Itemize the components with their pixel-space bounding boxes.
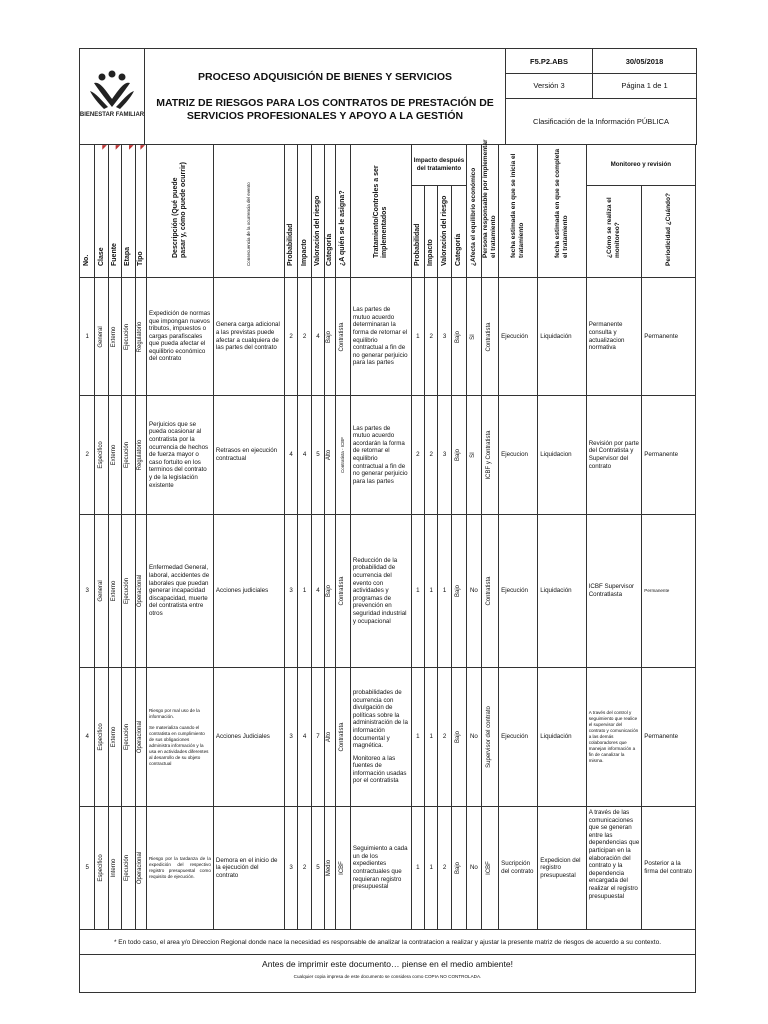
cell-text: Tipo: [136, 251, 144, 267]
cell-text: Probabilidad: [414, 224, 422, 267]
cell-text: Regulatorio: [136, 321, 143, 352]
row-fuente: [108, 807, 121, 930]
row-asigna: [336, 278, 350, 396]
row-fecha-fin: Liquidación: [538, 668, 586, 807]
col-fecha-fin: [538, 145, 586, 278]
cell-text: Bajo: [455, 330, 462, 343]
row-tipo: [135, 807, 146, 930]
row-prob: 2: [284, 278, 297, 396]
footer-note-table: [79, 929, 696, 955]
row-imp2: 1: [425, 668, 438, 807]
col-impacto-2: [425, 186, 438, 278]
row-descripcion-part-1: Riesgo por mal uso de la información.: [148, 707, 200, 719]
cell-text: Contratista: [339, 722, 346, 752]
row-periodicidad: Permanente: [642, 396, 696, 515]
cell-text: Supervisor del contrato: [486, 706, 493, 768]
cell-text: Bajo: [455, 861, 462, 875]
cell-text: Operacional: [136, 574, 143, 608]
row-descripcion-part-2: Se materializa cuando el contratista en cumplimiento de sus obligaciones administra información y la usa en actividades diferentes al desarrollo de su objeto contractual: [148, 724, 209, 766]
row-cat: [325, 396, 336, 515]
row-val2: 2: [438, 668, 451, 807]
col-periodicidad: [642, 186, 696, 278]
row-no: 4: [80, 668, 95, 807]
doc-page: Página 1 de 1: [593, 74, 697, 99]
row-como: [586, 807, 642, 930]
row-etapa: [122, 807, 135, 930]
cell-text: Ejecución: [124, 441, 131, 469]
col-probabilidad: [284, 145, 297, 278]
cell-text: Externo: [111, 726, 118, 748]
col-consecuencia: [213, 145, 284, 278]
row-consecuencia: Retrasos en ejecución contractual: [213, 396, 284, 515]
row-fecha-fin: Liquidacion: [538, 396, 586, 515]
cell-text: General: [97, 580, 104, 602]
row-imp2: 1: [425, 515, 438, 668]
row-como: Revisión por parte del Contratista y Supervisor del contrato: [586, 396, 642, 515]
row-fecha-inicio: Ejecución: [499, 668, 538, 807]
row-fecha-fin: Expedicion del registro presupuestal: [538, 807, 586, 930]
row-val: 4: [311, 278, 324, 396]
row-asigna: [336, 668, 350, 807]
row-clase: [95, 278, 108, 396]
row-consecuencia: Genera carga adicional a las previstas puede afectar a cualquiera de las partes del contrato: [213, 278, 284, 396]
row-responsable: [481, 396, 499, 515]
row-cat: [325, 668, 336, 807]
col-impacto-despues: Impacto después del tratamiento: [411, 145, 467, 186]
cell-text: Contratista: [486, 576, 493, 606]
row-prob2: 1: [411, 668, 424, 807]
col-no: [80, 145, 95, 278]
row-no: 3: [80, 515, 95, 668]
row-cat2: [451, 515, 466, 668]
cell-text: Bajo: [326, 584, 333, 598]
row-prob2: 1: [411, 278, 424, 396]
col-tipo: Tipo ◤: [135, 145, 146, 278]
cell-text: Valoración del riesgo: [440, 195, 448, 267]
col-categoria: [325, 145, 336, 278]
cell-text: Bajo: [455, 730, 462, 744]
row-descripcion: Expedición de normas que impongan nuevos tributos, impuestos o cargas parafiscales que pueda afectar el equilibrio económico del contrato: [146, 278, 213, 396]
row-tratamiento: Reducción de la probabilidad de ocurrencia del evento con actividades y programas de prevención en seguridad industrial y ocupacional: [350, 515, 411, 668]
cell-text: Clase: [97, 247, 105, 267]
cell-text: Consecuencia de la ocurrencia del evento: [246, 182, 252, 267]
cell-text: Etapa: [124, 247, 132, 267]
col-asigna: [336, 145, 350, 278]
cell-text: Contratista - ICBF: [340, 436, 346, 474]
cell-text: fecha estimada en que se inicia el tratamiento: [510, 153, 526, 258]
row-periodicidad: Permanente: [642, 278, 696, 396]
row-fecha-inicio: Ejecución: [499, 515, 538, 668]
row-fecha-inicio: Ejecucion: [499, 396, 538, 515]
row-prob2: 1: [411, 807, 424, 930]
row-afecta: [467, 278, 481, 396]
row-asigna: [336, 515, 350, 668]
doc-version: Versión 3: [506, 74, 593, 99]
col-etapa: Etapa ◤: [122, 145, 135, 278]
cell-text: Impacto: [427, 239, 435, 267]
row-val2: 3: [438, 396, 451, 515]
row-descripcion: Perjuicios que se pueda ocasionar al contratista por la ocurrencia de hechos de fuerza mayor o caso fortuito en los terminos del contrato y de la legislación existente: [146, 396, 213, 515]
row-fuente: [108, 515, 121, 668]
row-val: 7: [311, 668, 324, 807]
uncontrolled-copy-note: Cualquier copia impresa de este documento se considera como COPIA NO CONTROLADA.: [293, 974, 482, 979]
row-periodicidad: Permanente: [642, 515, 696, 668]
row-no: 5: [80, 807, 95, 930]
row-etapa: [122, 668, 135, 807]
row-cat: [325, 278, 336, 396]
cell-text: Ejecución: [124, 323, 131, 350]
cell-text: Especifico: [97, 723, 104, 751]
row-imp: 2: [298, 807, 311, 930]
table-row: [80, 515, 696, 668]
document: [79, 48, 696, 993]
cell-text: Bajo: [326, 330, 333, 343]
row-fuente: [108, 278, 121, 396]
row-tipo: [135, 278, 146, 396]
row-tratamiento: Las partes de mutuo acuerdo acordarán la forma de retornar el equilibrio contractual a fin de no generar perjuicio para las partes: [350, 396, 411, 515]
row-val: 5: [311, 396, 324, 515]
row-cat2: [451, 668, 466, 807]
cell-text: No.: [83, 255, 91, 267]
cell-text: Categoría: [326, 234, 334, 267]
row-imp: 4: [298, 668, 311, 807]
col-monitoreo: Monitoreo y revisión: [586, 145, 695, 186]
cell-text: Bajo: [455, 584, 462, 598]
cell-text: General: [97, 325, 104, 348]
cell-text: fecha estimada en que se completa el tratamiento: [553, 148, 569, 258]
cell-text: Especifico: [97, 441, 104, 469]
doc-classification: Clasificación de la Información PÚBLICA: [506, 99, 697, 145]
footer-env-table: [79, 954, 696, 993]
row-val: 4: [311, 515, 324, 668]
cell-text: Impacto: [300, 239, 308, 267]
title-block: [145, 49, 506, 145]
cell-text: Fuente: [111, 243, 119, 267]
doc-date: 30/05/2018: [593, 49, 697, 74]
row-tratamiento-part-2: Monitoreo a las fuentes de información usadas por el contratista: [352, 754, 407, 785]
cell-text: Interno: [111, 858, 118, 878]
row-consecuencia: Acciones Judiciales: [213, 668, 284, 807]
row-fuente: [108, 396, 121, 515]
col-valoracion-2: [438, 186, 451, 278]
row-consecuencia: Acciones judiciales: [213, 515, 284, 668]
row-descripcion: [146, 668, 213, 807]
row-cat2: [451, 807, 466, 930]
row-clase: [95, 515, 108, 668]
row-tratamiento-part-1: probabilidades de ocurrencia con divulgación de políticas sobre la administración de la información documental y magnética.: [352, 688, 408, 750]
table-row: [80, 668, 696, 807]
col-impacto: [298, 145, 311, 278]
col-tratamiento: [350, 145, 411, 278]
row-etapa: [122, 278, 135, 396]
col-fecha-inicio: [499, 145, 538, 278]
footer-note: * En todo caso, el area y/o Direccion Regional donde nace la necesidad es responsable de analizar la contratacion a realizar y ajustar la presente matriz de riesgos de acuerdo a su contexto.: [80, 930, 696, 955]
row-fecha-inicio: Sucripción del contrato: [499, 807, 538, 930]
row-afecta: No: [467, 515, 481, 668]
cell-text: ICBF y Contratista: [486, 430, 493, 480]
row-val2: 2: [438, 807, 451, 930]
cell-text: Externo: [111, 580, 118, 602]
cell-text: Bajo: [455, 448, 462, 462]
row-fecha-fin: Liquidación: [538, 515, 586, 668]
col-fuente: Fuente ◤: [108, 145, 121, 278]
col-probabilidad-2: [411, 186, 424, 278]
cell-text: Externo: [111, 444, 118, 466]
col-como: [586, 186, 642, 278]
row-prob2: 1: [411, 515, 424, 668]
cell-text: ¿Cómo se realiza el monitoreo?: [605, 197, 621, 258]
row-imp: 4: [298, 396, 311, 515]
col-afecta: [467, 145, 481, 278]
row-prob2: 2: [411, 396, 424, 515]
logo: [80, 49, 145, 145]
cell-text: ICBF: [339, 861, 346, 875]
row-tratamiento: Las partes de mutuo acuerdo determinaran la forma de retornar el equilibrio contractual a fin de no generar perjuicio para las partes: [350, 278, 411, 396]
row-no: 1: [80, 278, 95, 396]
row-clase: [95, 668, 108, 807]
cell-text: Regulatorio: [136, 439, 143, 471]
row-fecha-inicio: Ejecución: [499, 278, 538, 396]
row-como: A través del control y seguimiento que realice el supervisor del contrato y comunicación a las demás colaboradores que manejan información a fin de canalizar la misma.: [586, 668, 642, 807]
cell-text: Persona responsable por implementar el tratamiento: [481, 139, 497, 258]
row-prob: 4: [284, 396, 297, 515]
cell-text: Descripción (Qué puede pasar y, cómo puede ocurrir): [171, 162, 187, 258]
row-cat2: [451, 278, 466, 396]
cell-text: Contratista: [339, 321, 346, 352]
row-responsable: [481, 668, 499, 807]
row-descripcion: Enfermedad General, laboral, accidentes de laborales que puedan generar incapacidad discapacidad, muerte del contratista entre otros: [146, 515, 213, 668]
cell-text: Ejecución: [124, 577, 131, 605]
row-fecha-fin: Liquidación: [538, 278, 586, 396]
risk-matrix-table: [79, 139, 696, 930]
row-val: 5: [311, 807, 324, 930]
cell-text: Ejecución: [124, 723, 131, 751]
row-etapa: [122, 515, 135, 668]
row-prob: 3: [284, 668, 297, 807]
row-periodicidad: Posterior a la firma del contrato: [642, 807, 696, 930]
row-val2: 1: [438, 515, 451, 668]
environment-message: Antes de imprimir este documento… piense en el medio ambiente!: [262, 959, 513, 969]
cell-text: Valoración del riesgo: [314, 195, 322, 267]
row-responsable: [481, 807, 499, 930]
row-asigna: [336, 396, 350, 515]
row-asigna: [336, 807, 350, 930]
row-responsable: [481, 515, 499, 668]
row-tratamiento: Seguimiento a cada un de los expedientes contractuales que requieran registro presupuestal: [350, 807, 411, 930]
cell-text: SI: [470, 333, 477, 340]
row-tipo: [135, 396, 146, 515]
cell-text: ¿A quién se le asigna?: [339, 190, 347, 267]
cell-text: Periodicidad ¿Cuándo?: [664, 193, 672, 266]
row-prob: 3: [284, 515, 297, 668]
row-como: Permanente consulta y actualizacion normativa: [586, 278, 642, 396]
row-fuente: [108, 668, 121, 807]
cell-text: ¿Afecta el equilibrio económico: [470, 168, 478, 267]
cell-text: A través de las comunicaciones que se generan entre las dependencias que participan en la elaboración del contrato y la dependencia encargada del realizar el registro presupuestal: [588, 809, 640, 900]
col-categoria-2: [451, 186, 466, 278]
cell-text: Alto: [326, 731, 333, 743]
cell-text: Categoría: [455, 234, 463, 267]
row-afecta: [467, 396, 481, 515]
col-valoracion: [311, 145, 324, 278]
cell-text: ICBF: [486, 861, 493, 875]
cell-text: Contratista: [486, 321, 493, 352]
cell-text: Probabilidad: [287, 224, 295, 267]
row-no: 2: [80, 396, 95, 515]
row-afecta: No: [467, 668, 481, 807]
col-clase: Clase ◤: [95, 145, 108, 278]
cell-text: Contratista: [339, 576, 346, 606]
logo-wordmark: BIENESTAR FAMILIAR: [79, 112, 145, 118]
row-imp2: 2: [425, 396, 438, 515]
table-row: [80, 807, 696, 930]
row-cat: [325, 807, 336, 930]
row-imp: 1: [298, 515, 311, 668]
col-responsable: [481, 139, 499, 278]
row-tipo: [135, 668, 146, 807]
bienestar-logo-icon: [79, 69, 145, 119]
row-descripcion: Riesgo por la tardanza de la expedición del respectivo registro presupuestal como requisito de ejecución.: [146, 807, 213, 930]
row-etapa: [122, 396, 135, 515]
row-clase: [95, 396, 108, 515]
row-periodicidad: Permanente: [642, 668, 696, 807]
cell-text: Especifico: [97, 854, 104, 882]
cell-text: Operacional: [136, 851, 143, 885]
cell-text: Externo: [111, 326, 118, 347]
cell-text: Medio: [326, 859, 333, 877]
row-afecta: No: [467, 807, 481, 930]
row-cat: [325, 515, 336, 668]
table-row: [80, 396, 696, 515]
document-header: [79, 48, 697, 145]
cell-text: Tratamiento/Controles a ser implementados: [372, 165, 388, 258]
row-responsable: [481, 278, 499, 396]
cell-text: Operacional: [136, 720, 143, 754]
row-imp2: 2: [425, 278, 438, 396]
doc-code: F5.P2.ABS: [506, 49, 593, 74]
row-consecuencia: Demora en el inicio de la ejecución del contrato: [213, 807, 284, 930]
row-imp: 2: [298, 278, 311, 396]
cell-text: Ejecución: [124, 854, 131, 882]
row-prob: 3: [284, 807, 297, 930]
row-como: ICBF Supervisor Contratlasta: [586, 515, 642, 668]
table-row: [80, 278, 696, 396]
matrix-title: MATRIZ DE RIESGOS PARA LOS CONTRATOS DE PRESTACIÓN DE SERVICIOS PROFESIONALES Y APOYO A LA GESTIÓN: [156, 96, 494, 122]
row-imp2: 1: [425, 807, 438, 930]
process-title: PROCESO ADQUISICIÓN DE BIENES Y SERVICIOS: [197, 70, 452, 83]
col-descripcion: [146, 145, 213, 278]
row-tipo: [135, 515, 146, 668]
cell-text: Alto: [326, 449, 333, 461]
cell-text: SI: [470, 452, 477, 458]
row-clase: [95, 807, 108, 930]
row-val2: 3: [438, 278, 451, 396]
row-tratamiento: [350, 668, 411, 807]
row-cat2: [451, 396, 466, 515]
